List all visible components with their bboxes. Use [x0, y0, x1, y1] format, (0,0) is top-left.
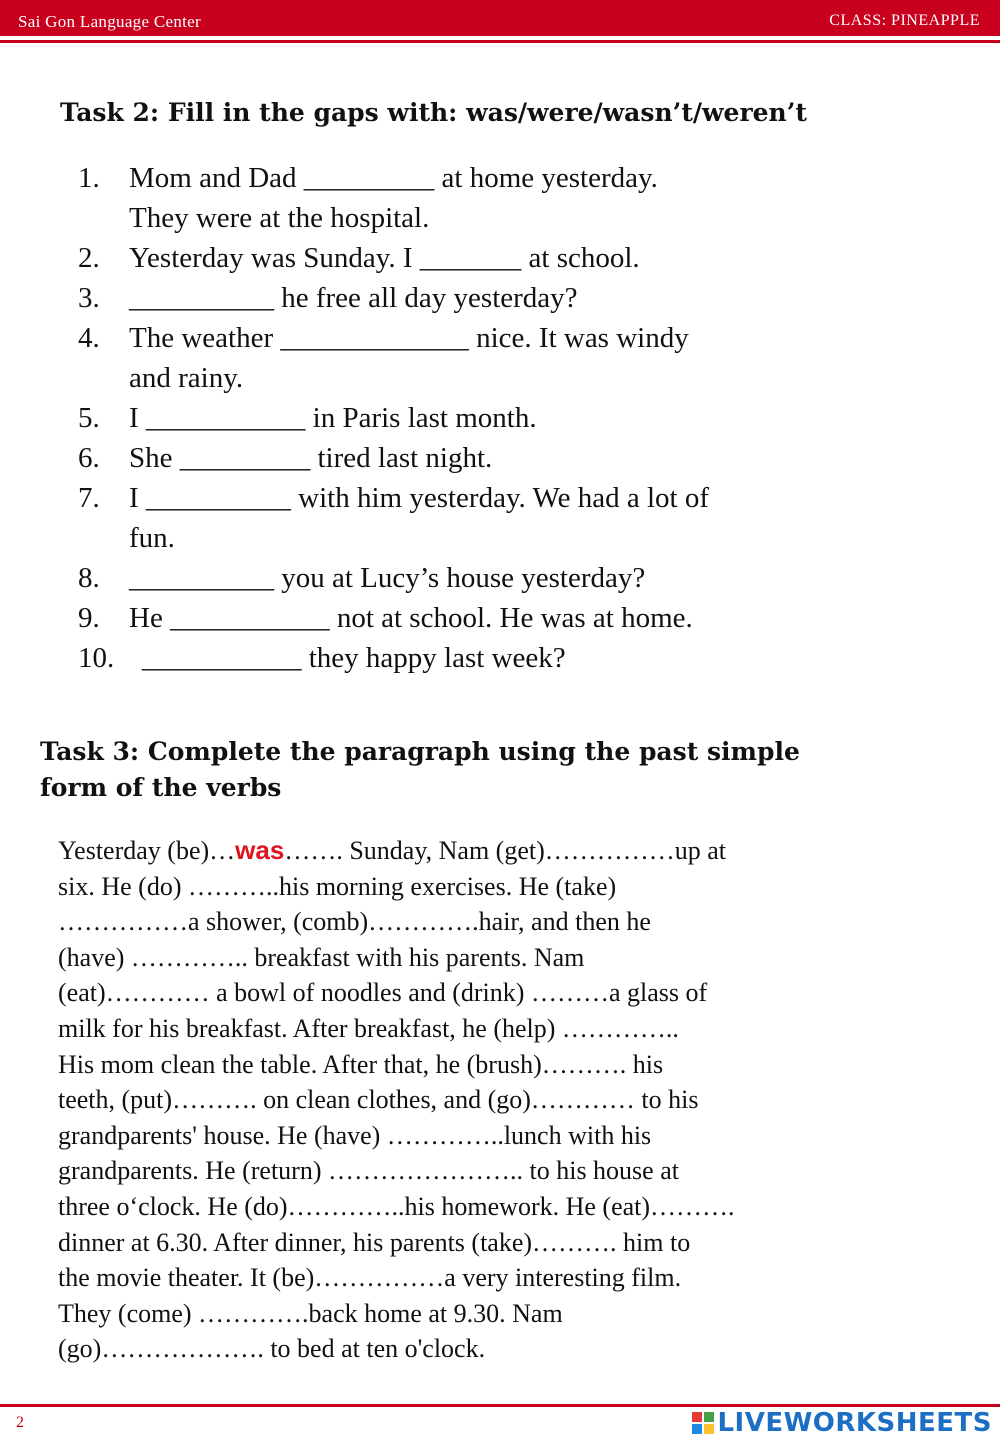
- item-number: 1.: [78, 162, 100, 194]
- item-number: 4.: [78, 322, 100, 354]
- paragraph-line[interactable]: They (come) ………….back home at 9.30. Nam: [58, 1298, 563, 1328]
- task3-title-line2: form of the verbs: [40, 773, 282, 802]
- task2-item: [78, 478, 958, 558]
- task2-item: [78, 318, 958, 398]
- header-bar: [0, 0, 1000, 36]
- paragraph-line[interactable]: His mom clean the table. After that, he (brush)………. his: [58, 1049, 664, 1079]
- answer-input-be[interactable]: was: [235, 835, 285, 865]
- footer-divider: [0, 1404, 1000, 1407]
- paragraph-line[interactable]: (have) ………….. breakfast with his parents. Nam: [58, 942, 585, 972]
- item-text-line[interactable]: ___________ they happy last week?: [142, 642, 566, 674]
- task3-paragraph: [58, 833, 948, 1367]
- item-text-line[interactable]: and rainy.: [129, 362, 244, 394]
- item-text-line[interactable]: Mom and Dad _________ at home yesterday.: [129, 162, 658, 194]
- item-number: 9.: [78, 602, 100, 634]
- paragraph-text: ……. Sunday, Nam (get)……………up at: [284, 836, 727, 865]
- logo-block: [704, 1412, 714, 1422]
- task2-list: [78, 158, 958, 678]
- class-name: CLASS: PINEAPPLE: [829, 12, 980, 29]
- item-text-line[interactable]: He ___________ not at school. He was at home.: [129, 602, 693, 634]
- item-text-line[interactable]: __________ you at Lucy’s house yesterday?: [129, 562, 646, 594]
- item-text-line[interactable]: They were at the hospital.: [129, 202, 430, 234]
- task2-item: [78, 638, 958, 678]
- item-text-line[interactable]: She _________ tired last night.: [129, 442, 493, 474]
- item-number: 8.: [78, 562, 100, 594]
- page-number: 2: [16, 1414, 24, 1431]
- task2-item: [78, 278, 958, 318]
- logo-blocks-icon: [692, 1412, 714, 1434]
- item-number: 5.: [78, 402, 100, 434]
- paragraph-line[interactable]: the movie theater. It (be)……………a very interesting film.: [58, 1263, 682, 1293]
- task2-item: [78, 398, 958, 438]
- item-text-line[interactable]: The weather _____________ nice. It was windy: [129, 322, 689, 354]
- task2-item: [78, 238, 958, 278]
- item-text-line[interactable]: I ___________ in Paris last month.: [129, 402, 537, 434]
- item-text-line[interactable]: fun.: [129, 522, 175, 554]
- logo-block: [704, 1424, 714, 1434]
- logo-text: LIVEWORKSHEETS: [717, 1408, 992, 1438]
- paragraph-line[interactable]: six. He (do) ………..his morning exercises. He (take): [58, 871, 617, 901]
- task3-title-line1: Task 3: Complete the paragraph using the past simple: [40, 737, 800, 766]
- task2-item: [78, 558, 958, 598]
- liveworksheets-logo: [692, 1408, 992, 1438]
- task2-item: [78, 438, 958, 478]
- paragraph-line: [58, 833, 948, 869]
- item-number: 3.: [78, 282, 100, 314]
- paragraph-line[interactable]: grandparents' house. He (have) …………..lunch with his: [58, 1120, 652, 1150]
- item-number: 6.: [78, 442, 100, 474]
- paragraph-line[interactable]: ……………a shower, (comb)………….hair, and then he: [58, 907, 651, 937]
- item-number: 2.: [78, 242, 100, 274]
- logo-block: [692, 1412, 702, 1422]
- task2-title: Task 2: Fill in the gaps with: was/were/wasn’t/weren’t: [60, 98, 807, 127]
- header-divider: [0, 40, 1000, 43]
- item-text-line[interactable]: Yesterday was Sunday. I _______ at school.: [129, 242, 640, 274]
- task2-item: [78, 598, 958, 638]
- item-text-line[interactable]: __________ he free all day yesterday?: [129, 282, 578, 314]
- paragraph-line[interactable]: teeth, (put)………. on clean clothes, and (go)………… to his: [58, 1085, 699, 1115]
- logo-block: [692, 1424, 702, 1434]
- school-name: Sai Gon Language Center: [18, 12, 201, 31]
- item-number: 10.: [78, 642, 115, 674]
- paragraph-line[interactable]: three o‘clock. He (do)…………..his homework. He (eat)……….: [58, 1191, 735, 1221]
- item-text-line[interactable]: I __________ with him yesterday. We had a lot of: [129, 482, 709, 514]
- paragraph-text: Yesterday (be)…: [58, 836, 236, 865]
- paragraph-line[interactable]: milk for his breakfast. After breakfast, he (help) …………..: [58, 1013, 679, 1043]
- paragraph-line[interactable]: grandparents. He (return) ………………….. to his house at: [58, 1156, 679, 1186]
- paragraph-line[interactable]: (eat)………… a bowl of noodles and (drink) ………a glass of: [58, 978, 708, 1008]
- task3-title: [40, 734, 940, 806]
- paragraph-line[interactable]: dinner at 6.30. After dinner, his parents (take)………. him to: [58, 1227, 691, 1257]
- task2-item: [78, 158, 958, 238]
- paragraph-line[interactable]: (go)………………. to bed at ten o'clock.: [58, 1334, 486, 1364]
- item-number: 7.: [78, 482, 100, 514]
